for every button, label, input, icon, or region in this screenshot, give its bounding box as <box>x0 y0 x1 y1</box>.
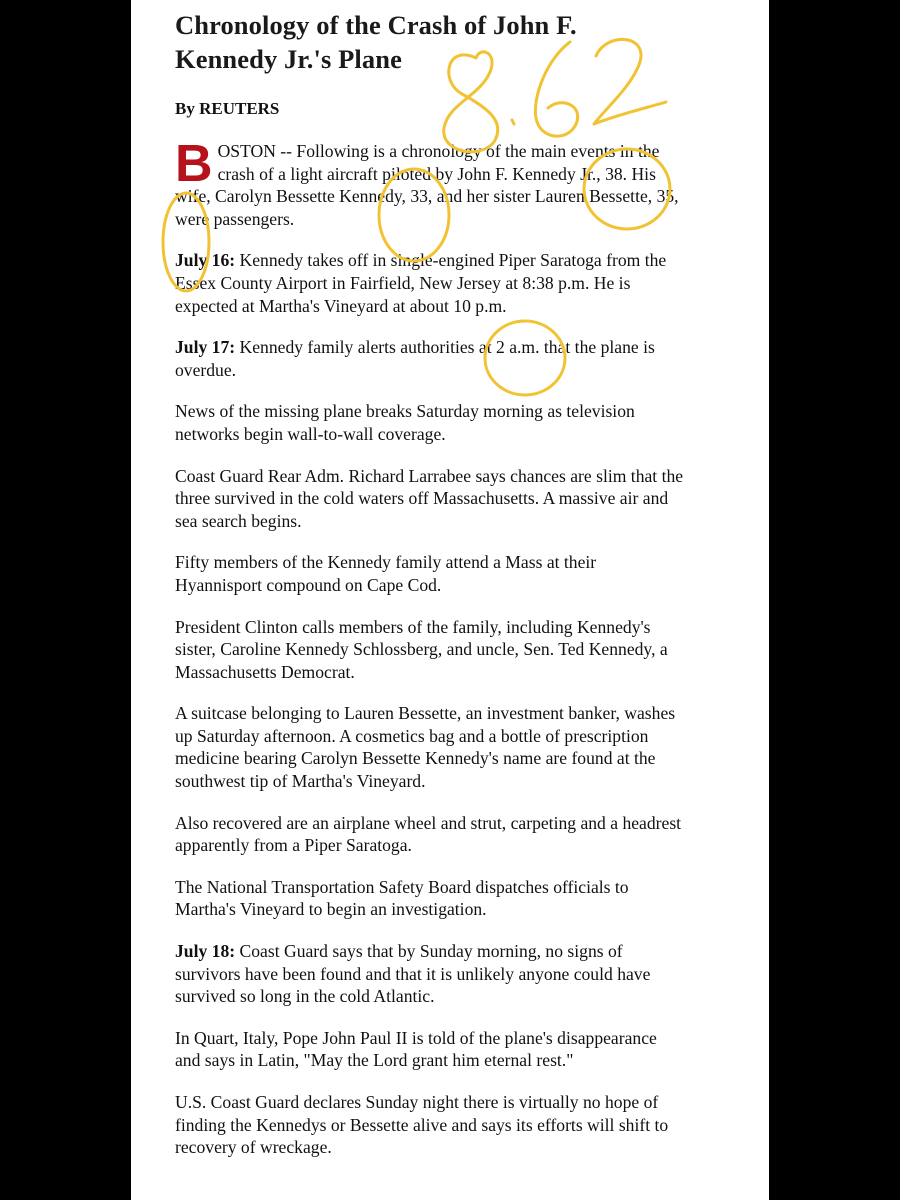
article-title: Chronology of the Crash of John F. Kennedy Jr.'s Plane <box>175 10 577 74</box>
paragraph: The National Transportation Safety Board dispatches officials to Martha's Vineyard to begin an investigation. <box>175 876 629 920</box>
date-label: July 17: <box>175 337 236 358</box>
paragraph-text: Coast Guard says that by Sunday morning, no signs of survivors have been found and that it is unlikely anyone could have survived so long in the cold Atlantic. <box>175 941 651 1007</box>
paragraph: Coast Guard Rear Adm. Richard Larrabee says chances are slim that the three survived in the cold waters off Massachusetts. A massive air and sea search begins. <box>175 465 684 531</box>
paragraph: U.S. Coast Guard declares Sunday night there is virtually no hope of finding the Kennedys or Bessette alive and says its efforts will shift to recovery of wreckage. <box>175 1092 669 1158</box>
drop-cap: B <box>175 135 213 193</box>
paragraph: President Clinton calls members of the family, including Kennedy's sister, Caroline Kennedy Schlossberg, and uncle, Sen. Ted Kennedy, a Massachusetts Democrat. <box>175 616 668 682</box>
article-content <box>175 8 685 1178</box>
article-page <box>131 0 769 1200</box>
paragraph: Fifty members of the Kennedy family attend a Mass at their Hyannisport compound on Cape Cod. <box>175 552 597 595</box>
intro-paragraph <box>175 135 685 230</box>
paragraph: Also recovered are an airplane wheel and strut, carpeting and a headrest apparently from a Piper Saratoga. <box>175 812 682 856</box>
byline: By REUTERS <box>175 99 280 118</box>
intro-text: OSTON -- Following is a chronology of the main events in the crash of a light aircraft piloted by John F. Kennedy Jr., 38. His wife, Carolyn Bessette Kennedy, 33, and her sister Lauren Bessette, 35, were passengers. <box>175 141 679 229</box>
paragraph: News of the missing plane breaks Saturday morning as television networks begin wall-to-wall coverage. <box>175 401 635 444</box>
paragraph-july-18 <box>175 940 685 1008</box>
paragraph: In Quart, Italy, Pope John Paul II is told of the plane's disappearance and says in Latin, "May the Lord grant him eternal rest." <box>175 1027 657 1071</box>
paragraph-text: Kennedy family alerts authorities at 2 a.m. that the plane is overdue. <box>175 337 655 380</box>
paragraph-text: Kennedy takes off in single-engined Piper Saratoga from the Essex County Airport in Fairfield, New Jersey at 8:38 p.m. He is expected at Martha's Vineyard at about 10 p.m. <box>175 250 667 316</box>
paragraph-july-17 <box>175 336 685 381</box>
date-label: July 16: <box>175 250 236 271</box>
paragraph-july-16 <box>175 249 685 317</box>
paragraph: A suitcase belonging to Lauren Bessette, an investment banker, washes up Saturday afternoon. A cosmetics bag and a bottle of prescription medicine bearing Carolyn Bessette Kennedy's name are found at the southwest tip of Martha's Vineyard. <box>175 703 676 792</box>
date-label: July 18: <box>175 941 236 962</box>
